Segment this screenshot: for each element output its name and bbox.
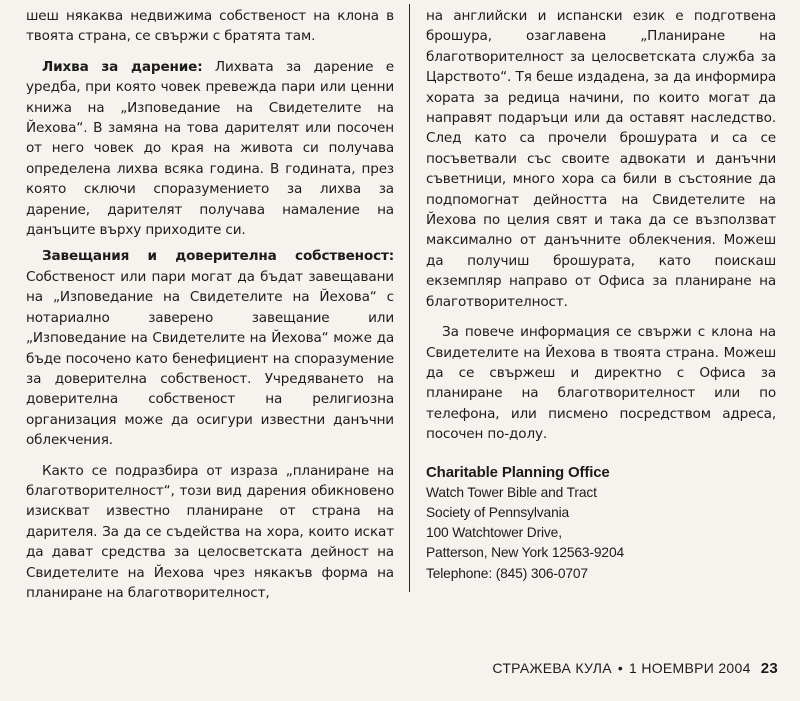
- office-address-block: [426, 463, 776, 584]
- left-column: [26, 6, 394, 603]
- page-footer: [492, 660, 778, 677]
- office-telephone: Telephone: (845) 306-0707: [426, 565, 588, 581]
- paragraph-contact: За повече информация се свържи с клона на Свидетелите на Йехова в твоята страна. Можеш да се свържеш и директно с Офиса за планиране на благотворителност или по телефона, или писмено посредством адреса, посочен по-долу.: [426, 324, 776, 443]
- page-number: 23: [760, 660, 778, 677]
- paragraph-charitable-planning: Както се подразбира от израза „планиране на благотворителност“, този вид дарения обикновено изискват известно планиране от страна на дарителя. За да се съдейства на хора, които искат да дават средства за целосветската дейност на Свидетелите на Йехова чрез някакъв форма на планиране на благотворителност,: [26, 462, 394, 601]
- section-heading-wills-trusts: Завещания и доверителна собственост:: [42, 248, 394, 265]
- magazine-name: СТРАЖЕВА КУЛА: [492, 660, 612, 676]
- paragraph-body: Собственост или пари могат да бъдат завещавани на „Изповедание на Свидетелите на Йехова“ с нотариално заверено завещание или „Изповедание на Свидетелите на Йехова“ може да бъде посочено като бенефициент на споразумение за доверителна собственост. Учредяването на доверителна собственост на религиозна организация може да осигури известни данъчни облекчения.: [26, 268, 394, 449]
- right-column: [426, 6, 776, 584]
- paragraph-gift-annuity: [26, 57, 394, 241]
- office-address-line: 100 Watchtower Drive,: [426, 525, 562, 541]
- paragraph-continuation: шеш някаква недвижима собственост на клона в твоята страна, се свържи с братята там.: [26, 8, 394, 45]
- section-heading-gift-annuity: Лихва за дарение:: [42, 58, 203, 75]
- paragraph-brochure: на английски и испански език е подготвена брошура, озаглавена „Планиране на благотворителност за целосветската служба за Царството“. Тя беше издадена, за да информира хората за редица начини, по които могат да направят подаръци или да оставят наследство. След като са прочели брошурата и са се посъветвали със своите адвокати и данъчни съветници, много хора са били в състояние да подпомогнат дейността на Свидетелите на Йехова по целия свят и така да се възползват максимално от данъчните облекчения. Можеш да получиш брошурата, като поискаш екземпляр направо от Офиса за планиране на благотворителност.: [426, 8, 776, 310]
- issue-date: 1 НОЕМВРИ 2004: [629, 660, 751, 676]
- paragraph-wills-trusts: [26, 246, 394, 450]
- office-address-line: Society of Pennsylvania: [426, 504, 570, 520]
- paragraph-body: Лихвата за дарение е уредба, при която човек превежда пари или ценни книжа на „Изповедание на Свидетелите на Йехова“. В замяна на това дарителят или посочен от него човек до края на живота си получава определена лихва всяка година. В годината, през която сключи споразумението за лихва за дарение, дарителят получава намаление на данъците върху приходите си.: [26, 58, 394, 239]
- footer-separator: •: [617, 660, 624, 676]
- column-divider: [409, 4, 410, 592]
- office-address-line: Patterson, New York 12563-9204: [426, 545, 624, 561]
- office-address-line: Watch Tower Bible and Tract: [426, 484, 597, 500]
- office-title: Charitable Planning Office: [426, 463, 610, 481]
